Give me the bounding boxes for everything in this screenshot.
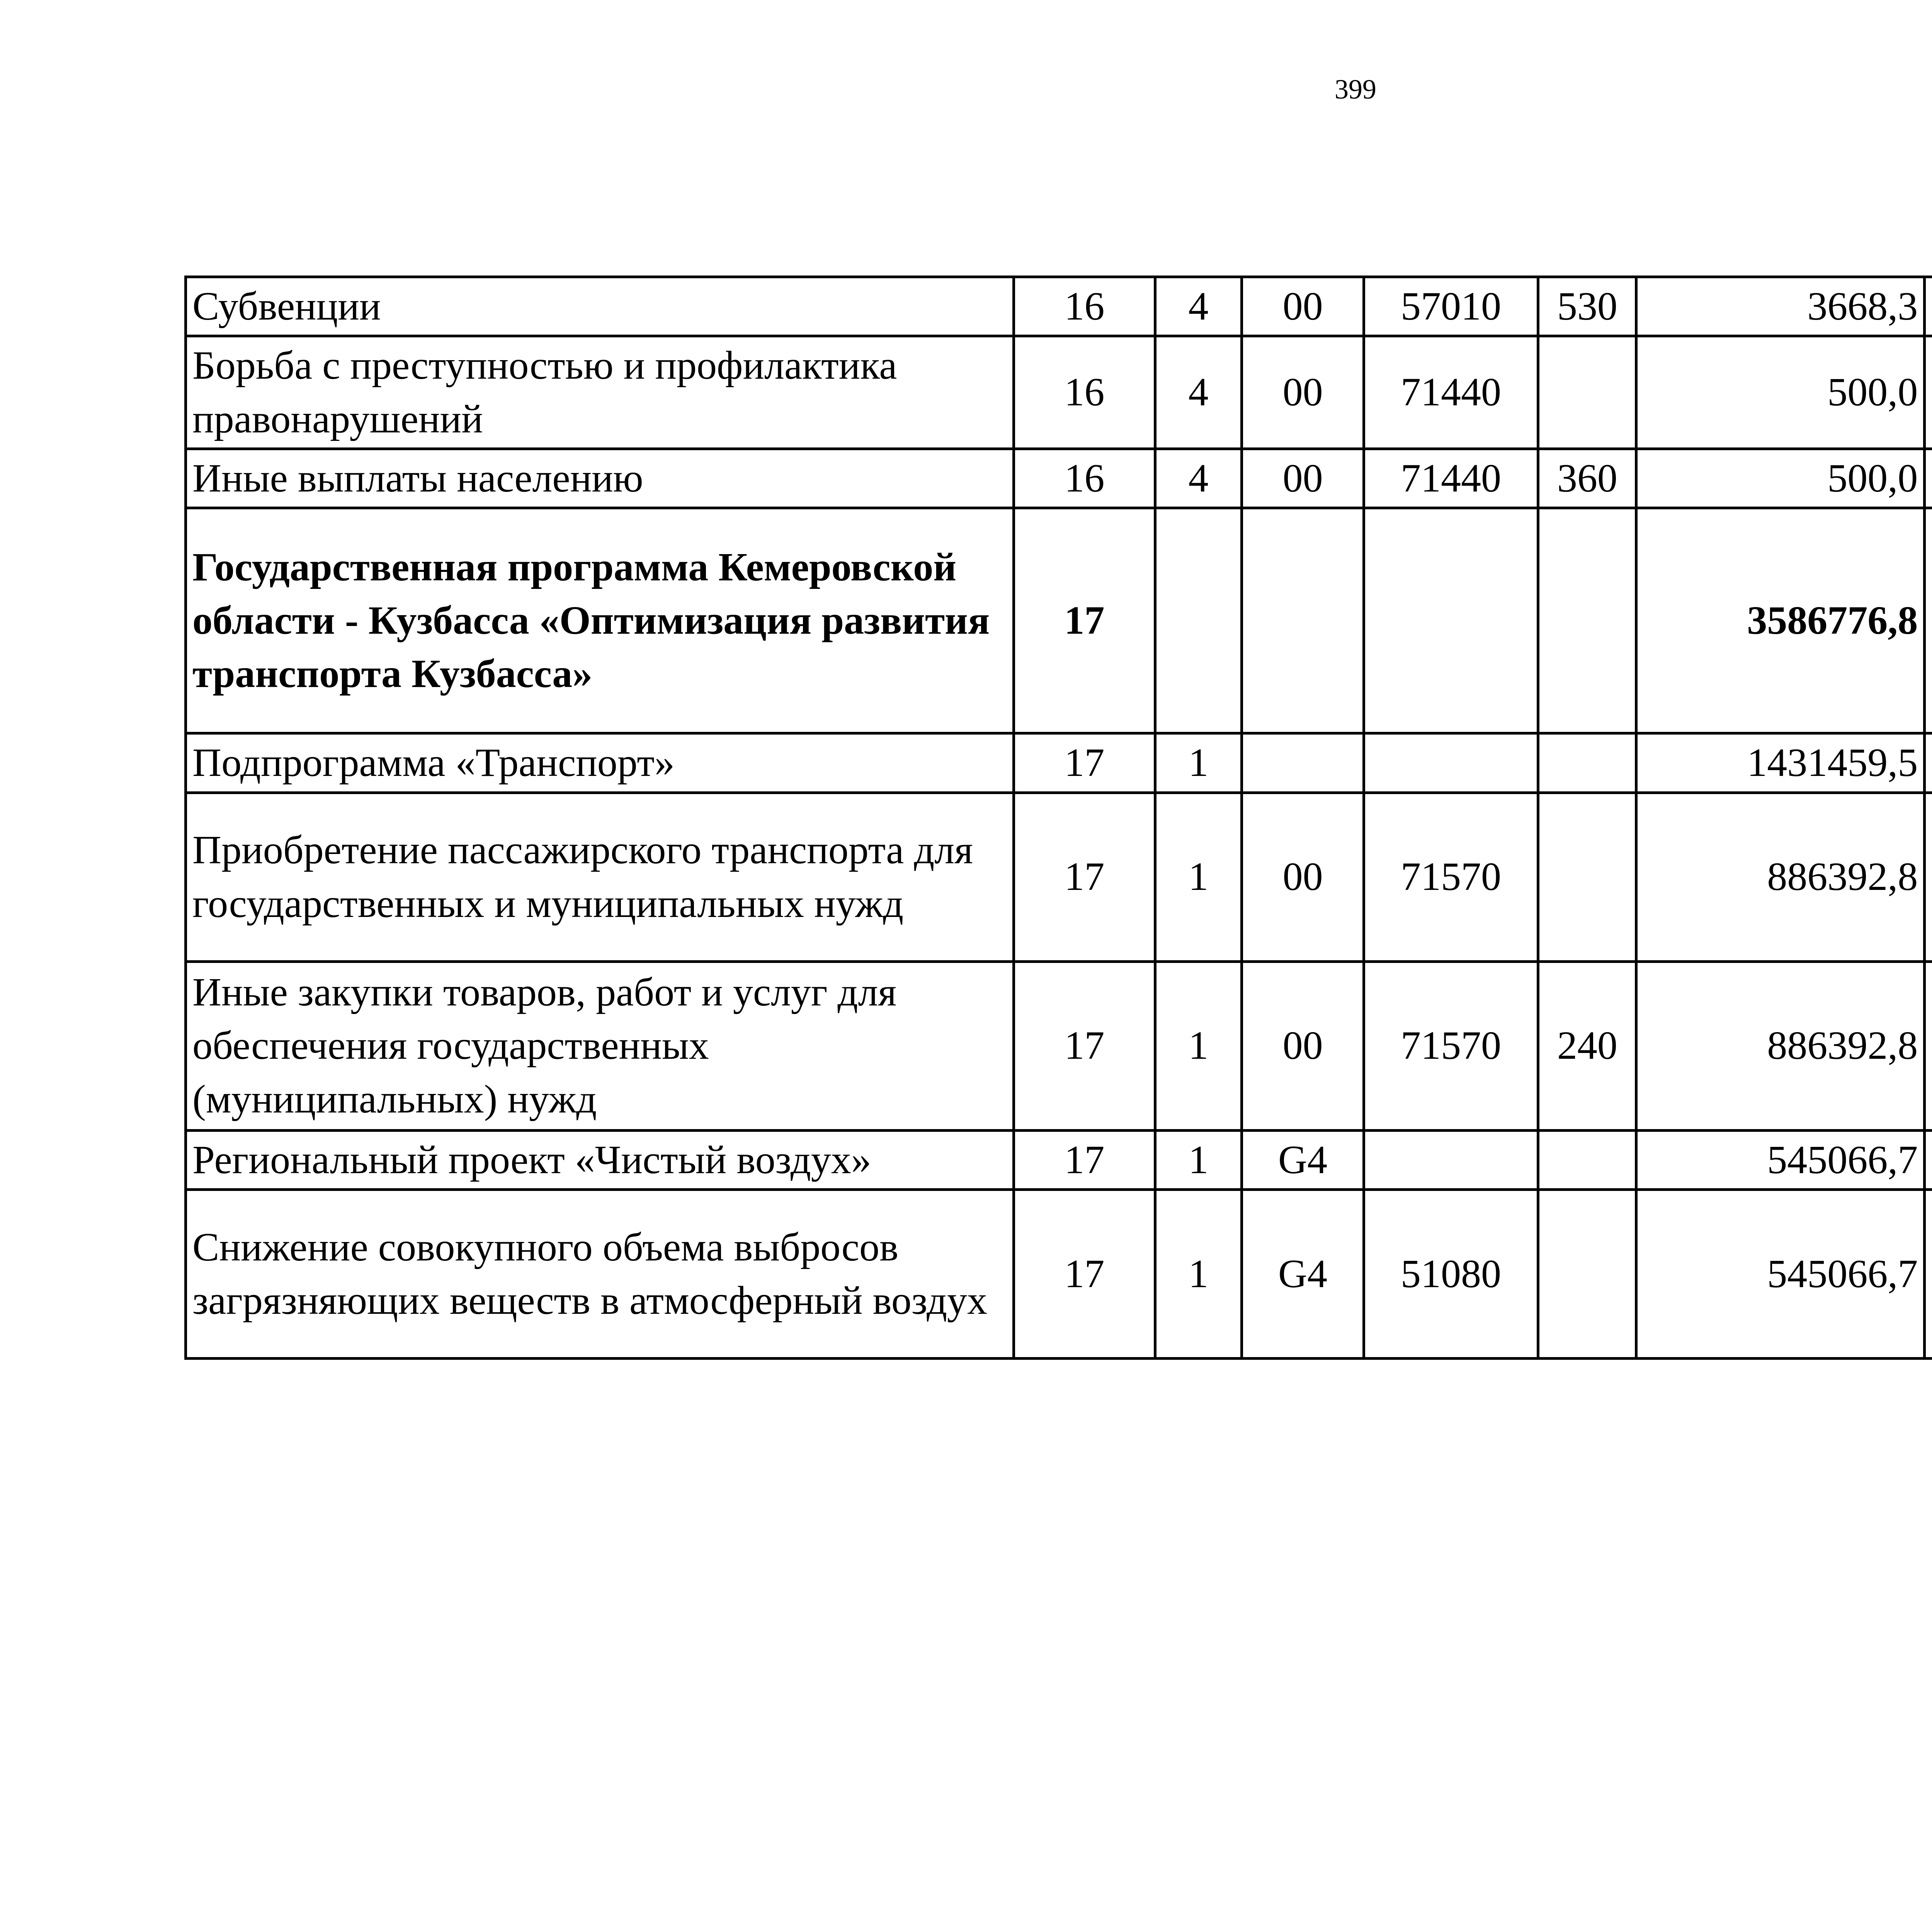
type-code xyxy=(1538,793,1636,961)
amount-2 xyxy=(1925,733,1932,793)
type-code xyxy=(1538,1189,1636,1358)
table-row xyxy=(186,733,1932,793)
amount-2 xyxy=(1925,793,1932,961)
expense-code: 51080 xyxy=(1364,1189,1538,1358)
amount-2 xyxy=(1925,508,1932,733)
direction-code: 00 xyxy=(1242,961,1364,1130)
type-code xyxy=(1538,733,1636,793)
table-row xyxy=(186,277,1932,336)
table-row xyxy=(186,336,1932,449)
expense-code xyxy=(1364,733,1538,793)
direction-code: G4 xyxy=(1242,1130,1364,1189)
amount-1: 500,0 xyxy=(1636,336,1925,449)
subprogram-code: 1 xyxy=(1155,1130,1242,1189)
direction-code xyxy=(1242,508,1364,733)
program-code: 16 xyxy=(1014,336,1155,449)
row-name: Субвенции xyxy=(186,277,1014,336)
table-row xyxy=(186,793,1932,961)
expense-code xyxy=(1364,508,1538,733)
program-code: 16 xyxy=(1014,277,1155,336)
direction-code xyxy=(1242,733,1364,793)
table-row xyxy=(186,508,1932,733)
type-code xyxy=(1538,336,1636,449)
program-code: 17 xyxy=(1014,1130,1155,1189)
program-code: 17 xyxy=(1014,733,1155,793)
subprogram-code: 1 xyxy=(1155,1189,1242,1358)
program-code: 17 xyxy=(1014,961,1155,1130)
expense-code: 71440 xyxy=(1364,336,1538,449)
row-name: Борьба с преступностью и профилактика правонарушений xyxy=(186,336,1014,449)
row-name: Приобретение пассажирского транспорта для государственных и муниципальных нужд xyxy=(186,793,1014,961)
program-code: 17 xyxy=(1014,793,1155,961)
type-code xyxy=(1538,1130,1636,1189)
amount-2 xyxy=(1925,1189,1932,1358)
program-code: 16 xyxy=(1014,449,1155,508)
amount-2 xyxy=(1925,1130,1932,1189)
subprogram-code: 4 xyxy=(1155,277,1242,336)
amount-1: 545066,7 xyxy=(1636,1130,1925,1189)
amount-1: 3586776,8 xyxy=(1636,508,1925,733)
subprogram-code: 1 xyxy=(1155,793,1242,961)
row-name: Государственная программа Кемеровской области - Кузбасса «Оптимизация развития транспорта Кузбасса» xyxy=(186,508,1014,733)
type-code: 530 xyxy=(1538,277,1636,336)
amount-1: 886392,8 xyxy=(1636,961,1925,1130)
amount-1: 3668,3 xyxy=(1636,277,1925,336)
type-code xyxy=(1538,508,1636,733)
amount-1: 500,0 xyxy=(1636,449,1925,508)
row-name: Региональный проект «Чистый воздух» xyxy=(186,1130,1014,1189)
amount-1: 886392,8 xyxy=(1636,793,1925,961)
table-row xyxy=(186,961,1932,1130)
expense-code: 71570 xyxy=(1364,961,1538,1130)
expense-code: 71440 xyxy=(1364,449,1538,508)
expense-code: 71570 xyxy=(1364,793,1538,961)
program-code: 17 xyxy=(1014,508,1155,733)
table-row xyxy=(186,1189,1932,1358)
direction-code: G4 xyxy=(1242,1189,1364,1358)
amount-2 xyxy=(1925,449,1932,508)
program-code: 17 xyxy=(1014,1189,1155,1358)
type-code: 360 xyxy=(1538,449,1636,508)
subprogram-code: 4 xyxy=(1155,336,1242,449)
type-code: 240 xyxy=(1538,961,1636,1130)
direction-code: 00 xyxy=(1242,793,1364,961)
page-number: 399 xyxy=(1335,74,1376,105)
row-name: Иные закупки товаров, работ и услуг для обеспечения государственных (муниципальных) нужд xyxy=(186,961,1014,1130)
amount-2 xyxy=(1925,961,1932,1130)
table-row xyxy=(186,1130,1932,1189)
expense-code: 57010 xyxy=(1364,277,1538,336)
direction-code: 00 xyxy=(1242,449,1364,508)
direction-code: 00 xyxy=(1242,277,1364,336)
table-row xyxy=(186,449,1932,508)
amount-2 xyxy=(1925,336,1932,449)
subprogram-code: 4 xyxy=(1155,449,1242,508)
amount-1: 1431459,5 xyxy=(1636,733,1925,793)
amount-2 xyxy=(1925,277,1932,336)
amount-1: 545066,7 xyxy=(1636,1189,1925,1358)
subprogram-code: 1 xyxy=(1155,733,1242,793)
subprogram-code xyxy=(1155,508,1242,733)
row-name: Снижение совокупного объема выбросов загрязняющих веществ в атмосферный воздух xyxy=(186,1189,1014,1358)
expense-code xyxy=(1364,1130,1538,1189)
row-name: Иные выплаты населению xyxy=(186,449,1014,508)
direction-code: 00 xyxy=(1242,336,1364,449)
row-name: Подпрограмма «Транспорт» xyxy=(186,733,1014,793)
budget-table xyxy=(184,276,1932,1360)
subprogram-code: 1 xyxy=(1155,961,1242,1130)
